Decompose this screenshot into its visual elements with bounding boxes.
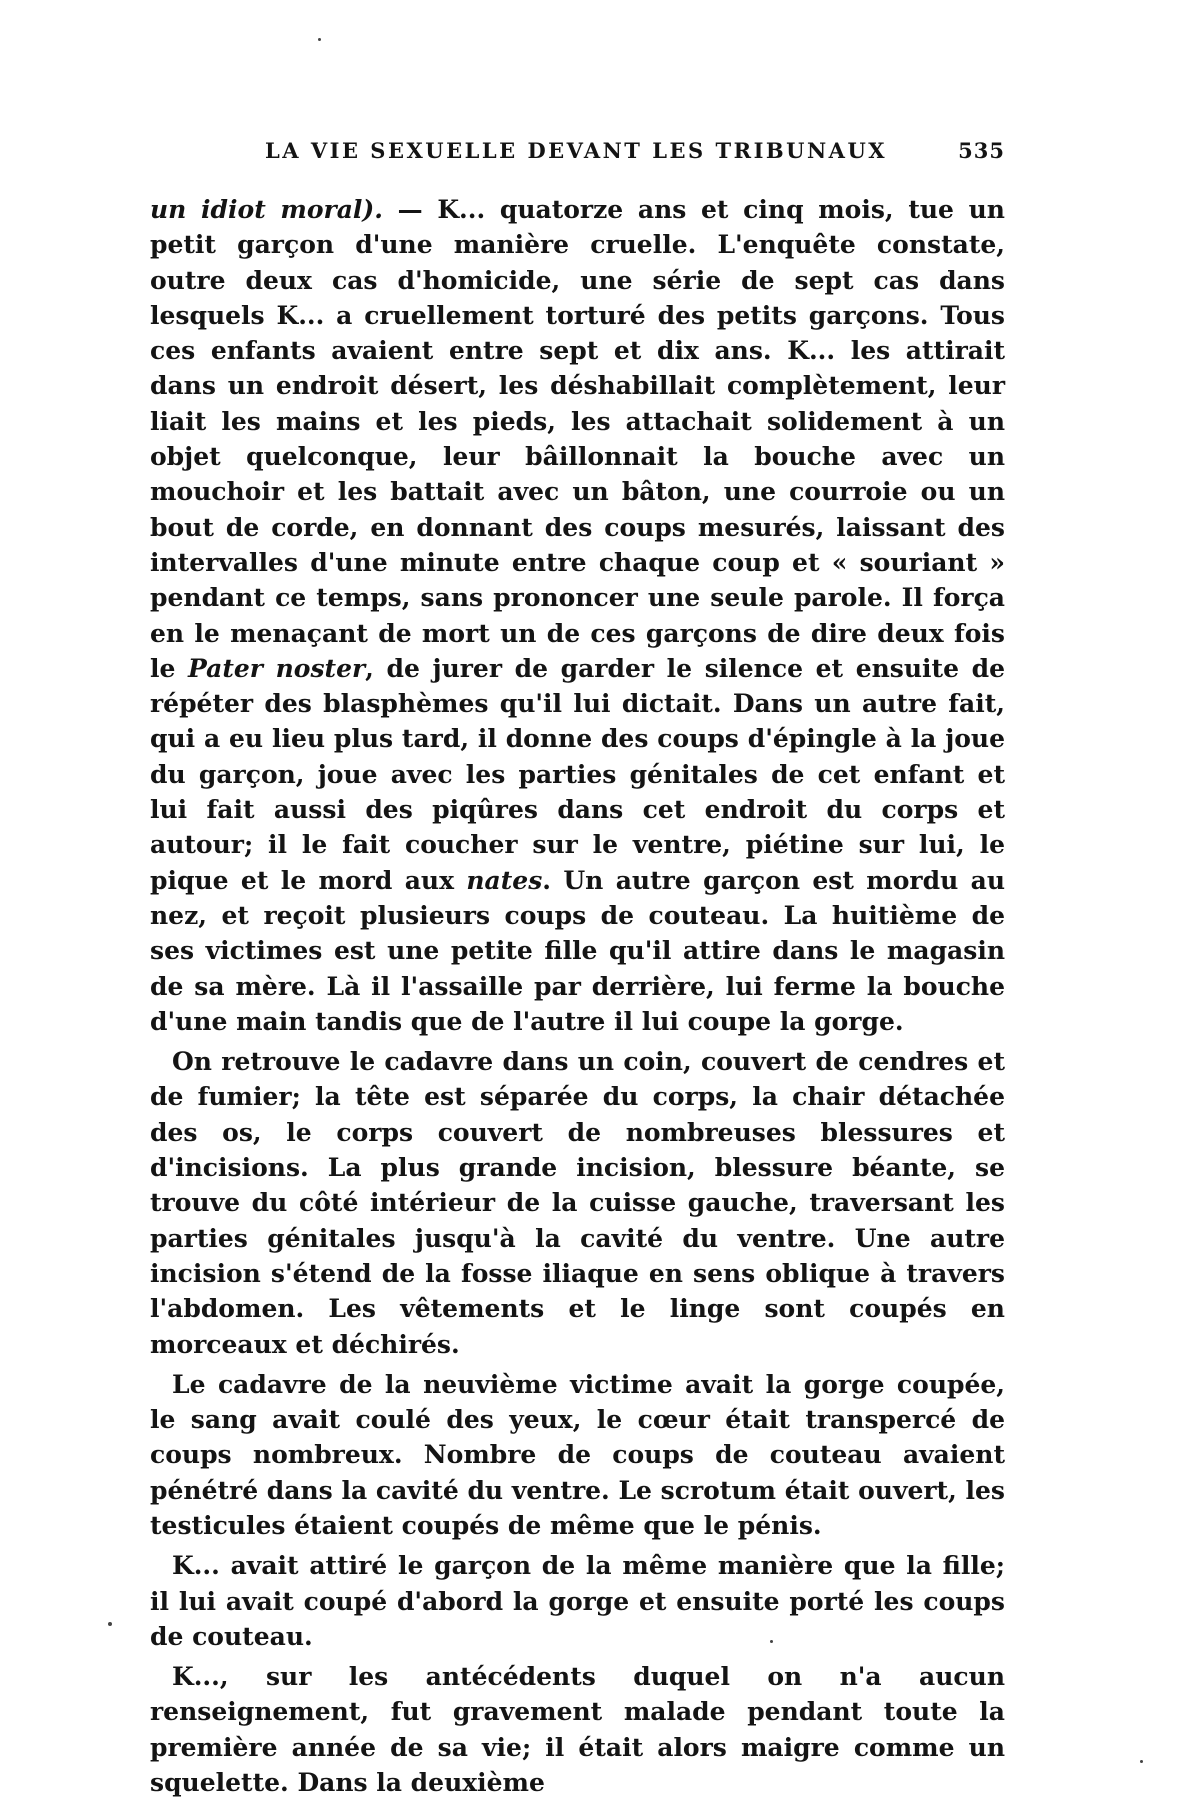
- paragraph-1-text-1: — K... quatorze ans et cinq mois, tue un petit garçon d'une manière cruelle. L'enquête constate, outre deux cas d'homicide, une série de sept cas dans lesquels K... a cruellement torturé des petits garçons. Tous ces enfants avaient entre sept et dix ans. K... les attirait dans un endroit désert, les déshabillait complètement, leur liait les mains et les pieds, les attachait solidement à un objet quelconque, leur bâillonnait la bouche avec un mouchoir et les battait avec un bâton, une courroie ou un bout de corde, en donnant des coups mesurés, laissant des intervalles d'une minute entre chaque coup et « souriant » pendant ce temps, sans prononcer une seule parole. Il força en le menaçant de mort un de ces garçons de dire deux fois le: [150, 195, 1005, 683]
- paragraph-1: [150, 192, 1005, 1039]
- paragraph-1-text-3: . Un autre garçon est mordu au nez, et reçoit plusieurs coups de couteau. La huitième de ses victimes est une petite fille qu'il attire dans le magasin de sa mère. Là il l'assaille par derrière, lui ferme la bouche d'une main tandis que de l'autre il lui coupe la gorge.: [150, 865, 1005, 1036]
- paragraph-5: K..., sur les antécédents duquel on n'a aucun renseignement, fut gravement malade pendant toute la première année de sa vie; il était alors maigre comme un squelette. Dans la deuxième: [150, 1662, 1005, 1798]
- scan-speck: [770, 1640, 773, 1643]
- paragraph-4: K... avait attiré le garçon de la même manière que la fille; il lui avait coupé d'abord la gorge et ensuite porté les coups de couteau.: [150, 1551, 1005, 1651]
- scan-speck: [318, 38, 321, 41]
- paragraph-2: On retrouve le cadavre dans un coin, couvert de cendres et de fumier; la tête est séparée du corps, la chair détachée des os, le corps couvert de nombreuses blessures et d'incisions. La plus grande incision, blessure béante, se trouve du côté intérieur de la cuisse gauche, traversant les parties génitales jusqu'à la cavité du ventre. Une autre incision s'étend de la fosse iliaque en sens oblique à travers l'abdomen. Les vêtements et le linge sont coupés en morceaux et déchirés.: [150, 1047, 1005, 1359]
- page-number: 535: [958, 138, 1005, 163]
- scan-speck: [108, 1622, 112, 1626]
- running-title: LA VIE SEXUELLE DEVANT LES TRIBUNAUX: [265, 138, 888, 163]
- paragraph-1-italic-nates: nates: [466, 865, 543, 895]
- scan-speck: [1140, 1760, 1143, 1763]
- paragraph-3: Le cadavre de la neuvième victime avait la gorge coupée, le sang avait coulé des yeux, le cœur était transpercé de coups nombreux. Nombre de coups de couteau avaient pénétré dans la cavité du ventre. Le scrotum était ouvert, les testicules étaient coupés de même que le pénis.: [150, 1369, 1005, 1540]
- paragraph-1-text-2: , de jurer de garder le silence et ensuite de répéter des blasphèmes qu'il lui dictait. Dans un autre fait, qui a eu lieu plus tard, il donne des coups d'épingle à la joue du garçon, joue avec les parties génitales de cet enfant et lui fait aussi des piqûres dans cet endroit du corps et autour; il le fait coucher sur le ventre, piétine sur lui, le pique et le mord aux: [150, 653, 1005, 895]
- running-header: [150, 138, 1005, 174]
- body-text: [150, 192, 1005, 1800]
- paragraph-1-italic-pater-noster: Pater noster: [188, 653, 366, 683]
- paragraph-1-lead-italic: un idiot moral).: [150, 195, 383, 224]
